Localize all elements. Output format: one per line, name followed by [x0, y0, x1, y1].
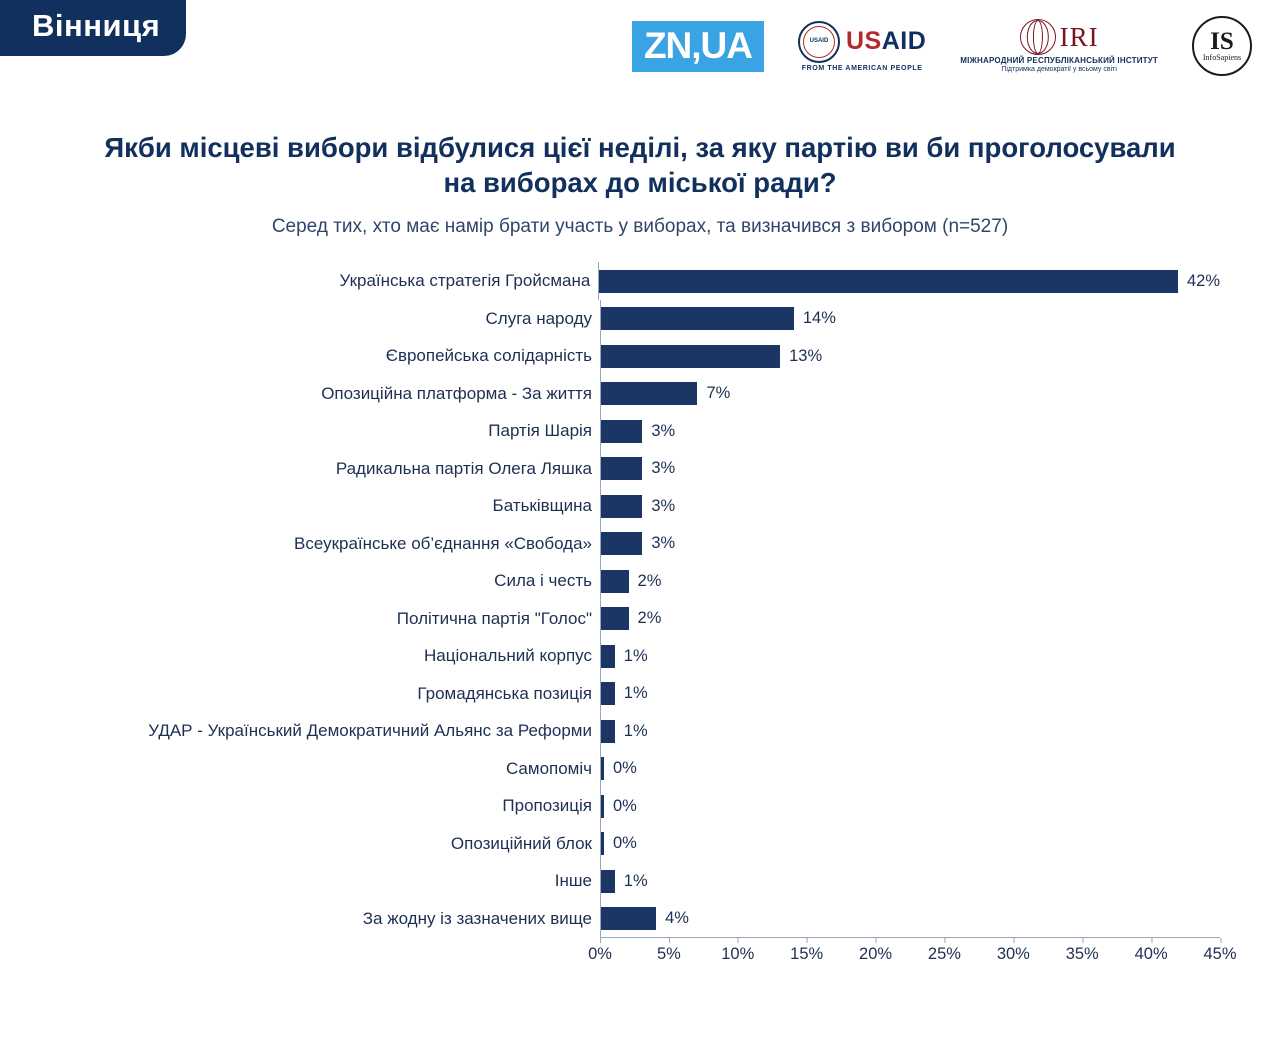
- bar-row: [0, 900, 1220, 938]
- bar-row: [0, 300, 1220, 338]
- bar-chart: [0, 262, 1280, 972]
- bar-value-label: 0%: [613, 834, 637, 853]
- usaid-word-aid: AID: [881, 27, 927, 55]
- bar-category-label: Національний корпус: [424, 646, 592, 666]
- x-axis-tick: 25%: [928, 938, 961, 964]
- bar-category-label: Слуга народу: [485, 308, 592, 328]
- bar-track: [600, 337, 1220, 375]
- bar-row: [0, 375, 1220, 413]
- bar-track: [598, 262, 1220, 300]
- bar-value-label: 3%: [651, 496, 676, 515]
- bar-track: [600, 412, 1220, 450]
- bar-track: [600, 712, 1220, 750]
- usaid-seal-text: USAID: [809, 38, 829, 45]
- bar: [601, 570, 629, 593]
- bar-category-label: Радикальна партія Олега Ляшка: [335, 458, 592, 478]
- bar-value-label: 4%: [665, 909, 689, 928]
- bar-row: [0, 337, 1220, 375]
- page-header: [0, 0, 1280, 100]
- x-axis-tick: 45%: [1203, 938, 1236, 964]
- infosapiens-logo: [1192, 16, 1252, 76]
- bar-value-label: 7%: [706, 384, 731, 403]
- bar-category-label: Батьківщина: [492, 496, 592, 516]
- bar: [601, 720, 615, 743]
- usaid-word-us: US: [845, 27, 882, 55]
- iri-mark: [1020, 19, 1099, 55]
- bar-track: [600, 300, 1220, 338]
- bar-track: [600, 562, 1220, 600]
- iri-subtitle-primary: МІЖНАРОДНИЙ РЕСПУБЛІКАНСЬКИЙ ІНСТИТУТ: [960, 56, 1158, 65]
- zn-ua-logo: ZN,UA: [632, 21, 764, 72]
- iri-letters: IRI: [1059, 21, 1099, 52]
- page-title: Якби місцеві вибори відбулися цієї неділі, за яку партію ви би проголосували на виборах до міської ради?: [104, 132, 1176, 199]
- logo-strip: [632, 16, 1252, 76]
- bar: [601, 495, 642, 518]
- bar-value-label: 2%: [637, 571, 662, 590]
- region-badge: Вінниця: [0, 0, 186, 56]
- bar-track: [600, 450, 1220, 488]
- bar-track: [600, 487, 1220, 525]
- bar-category-label: Інше: [554, 871, 592, 891]
- bar-category-label: Партія Шарія: [488, 421, 592, 441]
- bar-value-label: 3%: [651, 534, 676, 553]
- x-axis: [588, 937, 1237, 972]
- bar-track: [600, 637, 1220, 675]
- bar-value-label: 1%: [623, 721, 648, 740]
- bar-row: [0, 600, 1220, 638]
- iri-logo: [960, 19, 1158, 73]
- bar-category-label: Опозиційний блок: [450, 833, 592, 853]
- bar-value-label: 1%: [623, 646, 648, 665]
- infosapiens-initials: IS: [1210, 28, 1234, 56]
- bar-track: [600, 750, 1220, 788]
- usaid-tagline: FROM THE AMERICAN PEOPLE: [801, 64, 923, 72]
- bar-value-label: 0%: [613, 759, 637, 778]
- x-axis-tick: 0%: [588, 938, 612, 964]
- bar-track: [600, 787, 1220, 825]
- bar-category-label: Політична партія "Голос": [396, 608, 592, 628]
- x-axis-tick: 30%: [997, 938, 1030, 964]
- infosapiens-circle-icon: [1192, 16, 1252, 76]
- usaid-wordmark: [846, 29, 926, 54]
- x-axis-tick: 10%: [721, 938, 754, 964]
- bar-value-label: 1%: [623, 871, 648, 890]
- bar: [601, 907, 656, 930]
- bar-row: [0, 637, 1220, 675]
- bar: [601, 645, 615, 668]
- bar-category-label: Українська стратегія Гройсмана: [339, 271, 591, 291]
- bar-category-label: Самопоміч: [505, 758, 592, 778]
- bar-track: [600, 825, 1220, 863]
- bar-row: [0, 787, 1220, 825]
- bar-row: [0, 262, 1220, 300]
- globe-icon: [1020, 19, 1056, 55]
- bar: [601, 607, 629, 630]
- bar-value-label: 2%: [637, 609, 662, 628]
- bar-track: [600, 375, 1220, 413]
- bar: [601, 420, 642, 443]
- bar: [601, 345, 780, 368]
- bar: [601, 795, 604, 818]
- bar: [599, 270, 1178, 293]
- x-axis-tick: 35%: [1066, 938, 1099, 964]
- bar-value-label: 1%: [623, 684, 648, 703]
- infosapiens-name: InfoSapiens: [1202, 52, 1242, 62]
- x-axis-tick: 15%: [790, 938, 823, 964]
- page-subtitle: Серед тих, хто має намір брати участь у виборах, та визначився з вибором (n=527): [271, 216, 1009, 238]
- bar-row: [0, 825, 1220, 863]
- bar-track: [600, 525, 1220, 563]
- usaid-seal-icon: [798, 21, 840, 63]
- bar-track: [600, 862, 1220, 900]
- bar-row: [0, 562, 1220, 600]
- bar-track: [600, 675, 1220, 713]
- bar-track: [600, 900, 1220, 938]
- bar: [601, 757, 604, 780]
- bar-row: [0, 412, 1220, 450]
- bar-category-label: Сила і честь: [494, 571, 592, 591]
- bar-value-label: 3%: [651, 421, 676, 440]
- x-axis-tick: 20%: [859, 938, 892, 964]
- bar: [601, 870, 615, 893]
- bar-value-label: 3%: [651, 459, 676, 478]
- bar-row: [0, 712, 1220, 750]
- usaid-logo: [798, 21, 926, 72]
- bar: [601, 382, 697, 405]
- bar-value-label: 13%: [789, 346, 823, 365]
- bar-category-label: Європейська солідарність: [385, 346, 592, 366]
- bar-row: [0, 525, 1220, 563]
- x-axis-tick: 40%: [1135, 938, 1168, 964]
- iri-subtitle-secondary: Підтримка демократії у всьому світі: [1001, 66, 1117, 73]
- bar: [601, 682, 615, 705]
- bar: [601, 532, 642, 555]
- bar: [601, 832, 604, 855]
- bar-category-label: УДАР - Український Демократичний Альянс за Реформи: [148, 721, 592, 741]
- bar-category-label: За жодну із зазначених вище: [362, 908, 592, 928]
- bar-row: [0, 675, 1220, 713]
- x-axis-tick: 5%: [657, 938, 681, 964]
- bar-row: [0, 450, 1220, 488]
- bar-category-label: Опозиційна платформа - За життя: [321, 383, 592, 403]
- bar-value-label: 0%: [613, 796, 637, 815]
- bar-category-label: Пропозиція: [502, 796, 592, 816]
- bar-row: [0, 750, 1220, 788]
- bar-row: [0, 862, 1220, 900]
- bar-value-label: 42%: [1186, 271, 1220, 290]
- bar-rows: [0, 262, 1220, 937]
- bar: [601, 457, 642, 480]
- bar-value-label: 14%: [802, 309, 836, 328]
- bar-category-label: Громадянська позиція: [417, 683, 592, 703]
- bar-track: [600, 600, 1220, 638]
- bar-row: [0, 487, 1220, 525]
- bar: [601, 307, 794, 330]
- bar-category-label: Всеукраїнське об’єднання «Свобода»: [293, 533, 592, 553]
